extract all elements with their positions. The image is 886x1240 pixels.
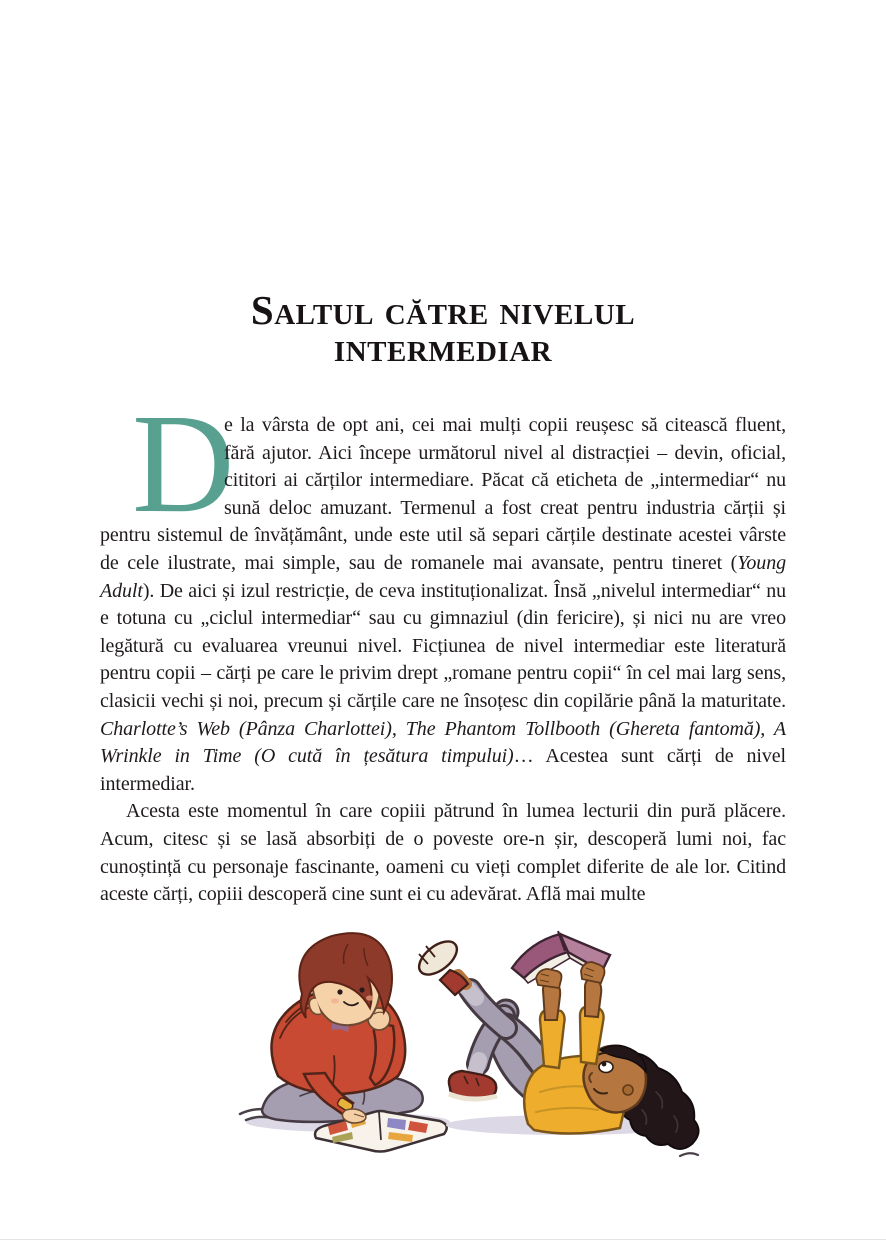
body-paragraph-1 <box>100 412 786 798</box>
paragraph1-text: ). De aici și izul restricție, de ceva instituționalizat. Însă „nivelul intermediar“ nu e totuna cu „ciclul intermediar“ sau cu gimnaziul (din fericire), și nici nu are vreo legătură cu evaluarea vreunui nivel. Ficțiunea de nivel intermediar este literatură pentru copii – cărți pe care le privim drept „romane pentru copii“ în cel mai larg sens, clasicii vechi și noi, precum și cărțile care ne însoțesc din copilărie până la maturitate. <box>100 579 786 712</box>
girl-ear <box>623 1085 633 1095</box>
paragraph1-text: … Acestea sunt cărți de nivel intermediar. <box>100 745 786 795</box>
book-titles-list: Charlotte’s Web (Pânza Charlottei), The Phantom Tollbooth (Ghereta fantomă), A Wrinkle in Time (O cută în țesătura timpului) <box>100 717 786 768</box>
girl-reading-illustration <box>413 931 698 1156</box>
drop-cap-letter: D <box>132 384 235 542</box>
book-title-young-adult: Young Adult <box>100 551 786 602</box>
drop-cap-spacer <box>100 412 224 520</box>
children-reading-illustration <box>228 924 700 1166</box>
girl-hand-left <box>536 969 562 988</box>
boy-eye-left <box>337 989 342 994</box>
chapter-title-line-2: intermediar <box>333 324 553 370</box>
body-paragraph-2: Acesta este momentul în care copiii pătrund în lumea lecturii din pură plăcere. Acum, citesc și se lasă absorbiți de o poveste ore-n șir, descoperă lumi noi, fac cunoștință cu personaje fascinante, oameni cu vieți complet diferite de ale lor. Citind aceste cărți, copiii descoperă cine sunt ei cu adevărat. Află mai multe <box>100 800 786 906</box>
girl-sneaker-up <box>413 935 468 995</box>
chapter-title-line-1: Saltul către nivelul <box>250 287 636 333</box>
floor-scribble-right <box>680 1153 698 1156</box>
body-text-block <box>100 412 786 909</box>
girl-hand-right <box>581 962 605 983</box>
chapter-title <box>0 287 886 370</box>
girl-sneaker-ground <box>449 1071 497 1099</box>
girl-arms <box>540 979 604 1068</box>
paragraph1-text: e la vârsta de opt ani, cei mai mulți copii reușesc să citească fluent, fără ajutor. Aici începe următorul nivel al distracției – devin, oficial, cititori ai cărților intermediare. Păcat că eticheta de „intermediar“ nu sună deloc amuzant. Termenul a fost creat pentru industria cărții și pentru sistemul de învățământ, unde este util să separi cărțile destinate acestei vârste de cele ilustrate, mai simple, sau de romanele mai avansate, pentru tineret ( <box>100 414 786 574</box>
boy-eye-right <box>359 987 364 992</box>
